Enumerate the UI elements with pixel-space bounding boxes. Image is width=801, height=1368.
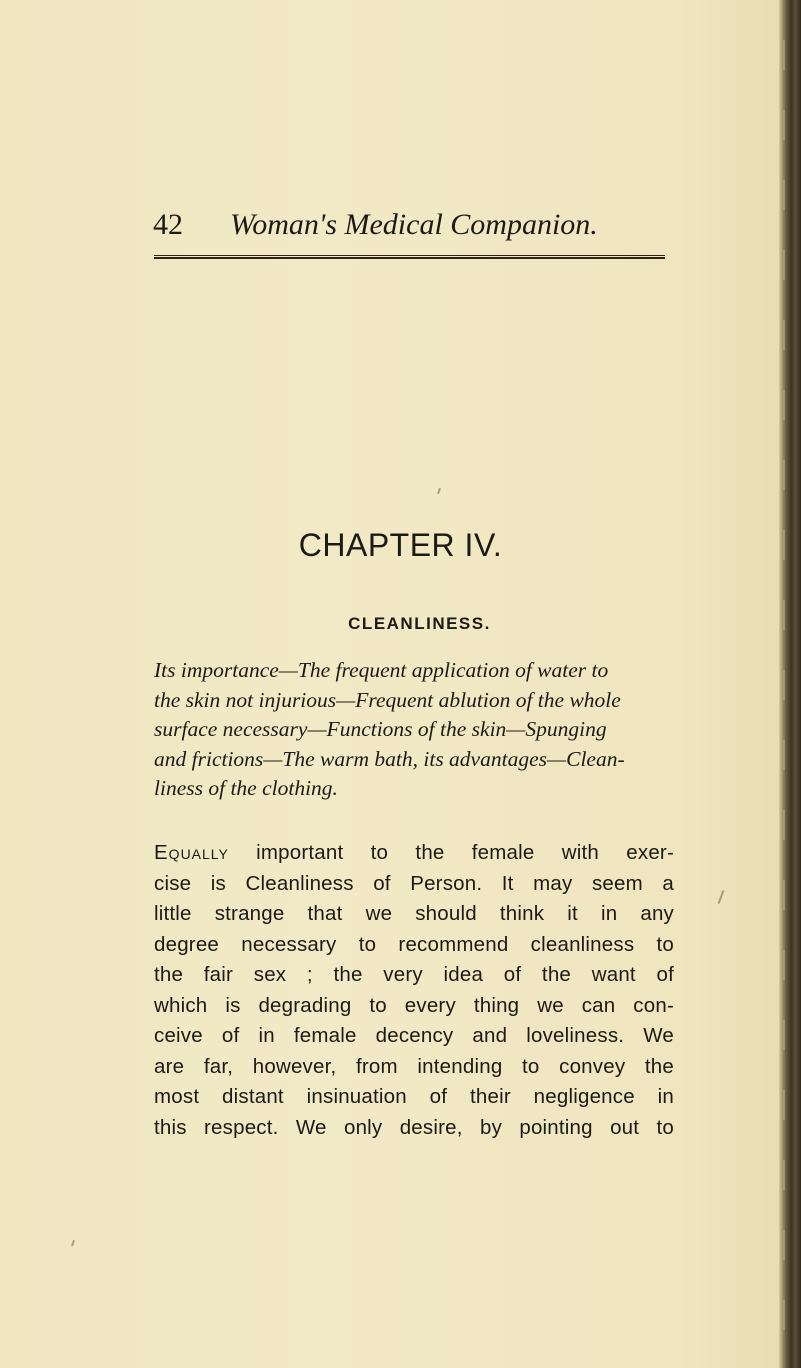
summary-line: surface necessary—Functions of the skin—Spunging [154, 717, 607, 741]
body-line: this respect. We only desire, by pointing out to [154, 1115, 674, 1139]
body-paragraph [154, 838, 674, 1143]
chapter-summary [154, 656, 674, 804]
summary-line: Its importance—The frequent application of water to [154, 658, 609, 682]
body-line [154, 838, 674, 869]
body-line: which is degrading to every thing we can con- [154, 993, 674, 1017]
summary-line: the skin not injurious—Frequent ablution of the whole [154, 687, 621, 712]
body-line: ceive of in female decency and loveliness. We [154, 1024, 674, 1047]
chapter-title: CHAPTER IV. [298, 527, 503, 563]
paper-speck [437, 488, 441, 494]
running-title: Woman's Medical Companion. [230, 208, 598, 241]
body-line: degree necessary to recommend cleanliness to [154, 932, 674, 956]
body-line: the fair sex ; the very idea of the want of [154, 963, 674, 986]
section-heading: CLEANLINESS. [348, 614, 491, 633]
page-header [150, 208, 670, 248]
body-line: most distant insinuation of their negligence in [154, 1085, 674, 1108]
header-rule [154, 255, 665, 259]
paper-speck [71, 1240, 75, 1246]
page-number: 42 [153, 208, 183, 241]
opening-word: Equally [154, 841, 229, 864]
body-line: are far, however, from intending to convey the [154, 1054, 674, 1078]
paper-speck [718, 890, 725, 904]
body-line: little strange that we should think it in any [154, 902, 674, 925]
summary-line: liness of the clothing. [154, 776, 338, 800]
summary-line: and frictions—The warm bath, its advantages—Clean- [154, 746, 625, 771]
page-edge [779, 0, 801, 1368]
body-line-text: important to the female with exer- [228, 841, 674, 864]
body-line: cise is Cleanliness of Person. It may seem a [154, 871, 674, 895]
